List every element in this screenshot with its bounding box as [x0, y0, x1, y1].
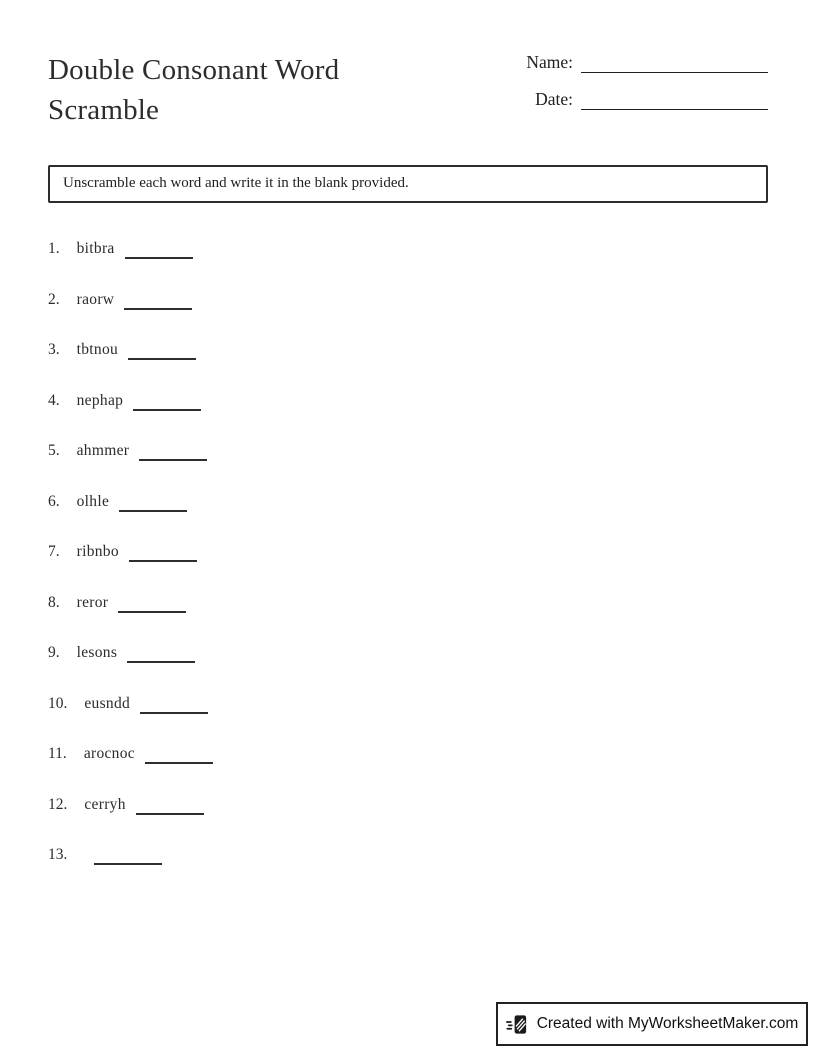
date-label: Date: — [535, 89, 573, 109]
item-number: 10. — [48, 694, 68, 712]
word-item — [48, 237, 768, 257]
answer-blank[interactable] — [118, 597, 186, 613]
scrambled-word: reror — [76, 593, 109, 611]
scrambled-word: arocnoc — [83, 745, 135, 763]
answer-blank[interactable] — [125, 243, 193, 259]
flying-book-icon — [506, 1013, 529, 1036]
answer-blank[interactable] — [129, 546, 197, 562]
item-number: 8. — [48, 593, 60, 611]
word-item — [48, 793, 768, 813]
answer-blank[interactable] — [124, 294, 192, 310]
word-item — [48, 490, 768, 510]
word-item — [48, 692, 768, 712]
word-item — [48, 338, 768, 358]
word-item — [48, 742, 768, 762]
word-item — [48, 288, 768, 308]
item-number: 2. — [48, 290, 60, 308]
scrambled-word: olhle — [76, 492, 110, 510]
answer-blank[interactable] — [139, 445, 207, 461]
item-number: 9. — [48, 644, 60, 662]
word-item — [48, 591, 768, 611]
footer-credit-text: Created with MyWorksheetMaker.com — [536, 1015, 799, 1032]
word-item — [48, 540, 768, 560]
item-number: 11. — [48, 745, 67, 763]
item-number: 12. — [48, 795, 68, 813]
item-number: 3. — [48, 341, 60, 359]
name-label: Name: — [526, 52, 573, 72]
word-item — [48, 439, 768, 459]
header — [48, 50, 768, 130]
name-blank[interactable] — [581, 53, 768, 73]
scrambled-word: ahmmer — [76, 442, 130, 460]
instructions-box — [48, 165, 768, 203]
instructions-text: Unscramble each word and write it in the blank provided. — [63, 175, 409, 192]
scrambled-word: raorw — [76, 290, 115, 308]
scrambled-word: nephap — [76, 391, 124, 409]
word-item — [48, 843, 768, 863]
word-list — [48, 237, 768, 863]
scrambled-word: bitbra — [76, 240, 115, 258]
name-date-block — [518, 50, 768, 126]
scrambled-word: ribnbo — [76, 543, 119, 561]
item-number: 13. — [48, 846, 68, 864]
scrambled-word: tbtnou — [76, 341, 119, 359]
answer-blank[interactable] — [94, 849, 162, 865]
scrambled-word: lesons — [76, 644, 118, 662]
item-number: 1. — [48, 240, 60, 258]
answer-blank[interactable] — [133, 395, 201, 411]
item-number: 7. — [48, 543, 60, 561]
item-number: 6. — [48, 492, 60, 510]
item-number: 4. — [48, 391, 60, 409]
word-item — [48, 389, 768, 409]
answer-blank[interactable] — [145, 748, 213, 764]
name-row — [518, 52, 768, 73]
page-title: Double Consonant Word Scramble — [48, 54, 340, 127]
answer-blank[interactable] — [136, 799, 204, 815]
answer-blank[interactable] — [127, 647, 195, 663]
scrambled-word: eusndd — [84, 694, 131, 712]
word-item — [48, 641, 768, 661]
scrambled-word: cerryh — [84, 795, 126, 813]
footer-credit — [496, 1002, 808, 1046]
item-number: 5. — [48, 442, 60, 460]
answer-blank[interactable] — [140, 698, 208, 714]
answer-blank[interactable] — [128, 344, 196, 360]
answer-blank[interactable] — [119, 496, 187, 512]
date-row — [518, 89, 768, 110]
date-blank[interactable] — [581, 90, 768, 110]
